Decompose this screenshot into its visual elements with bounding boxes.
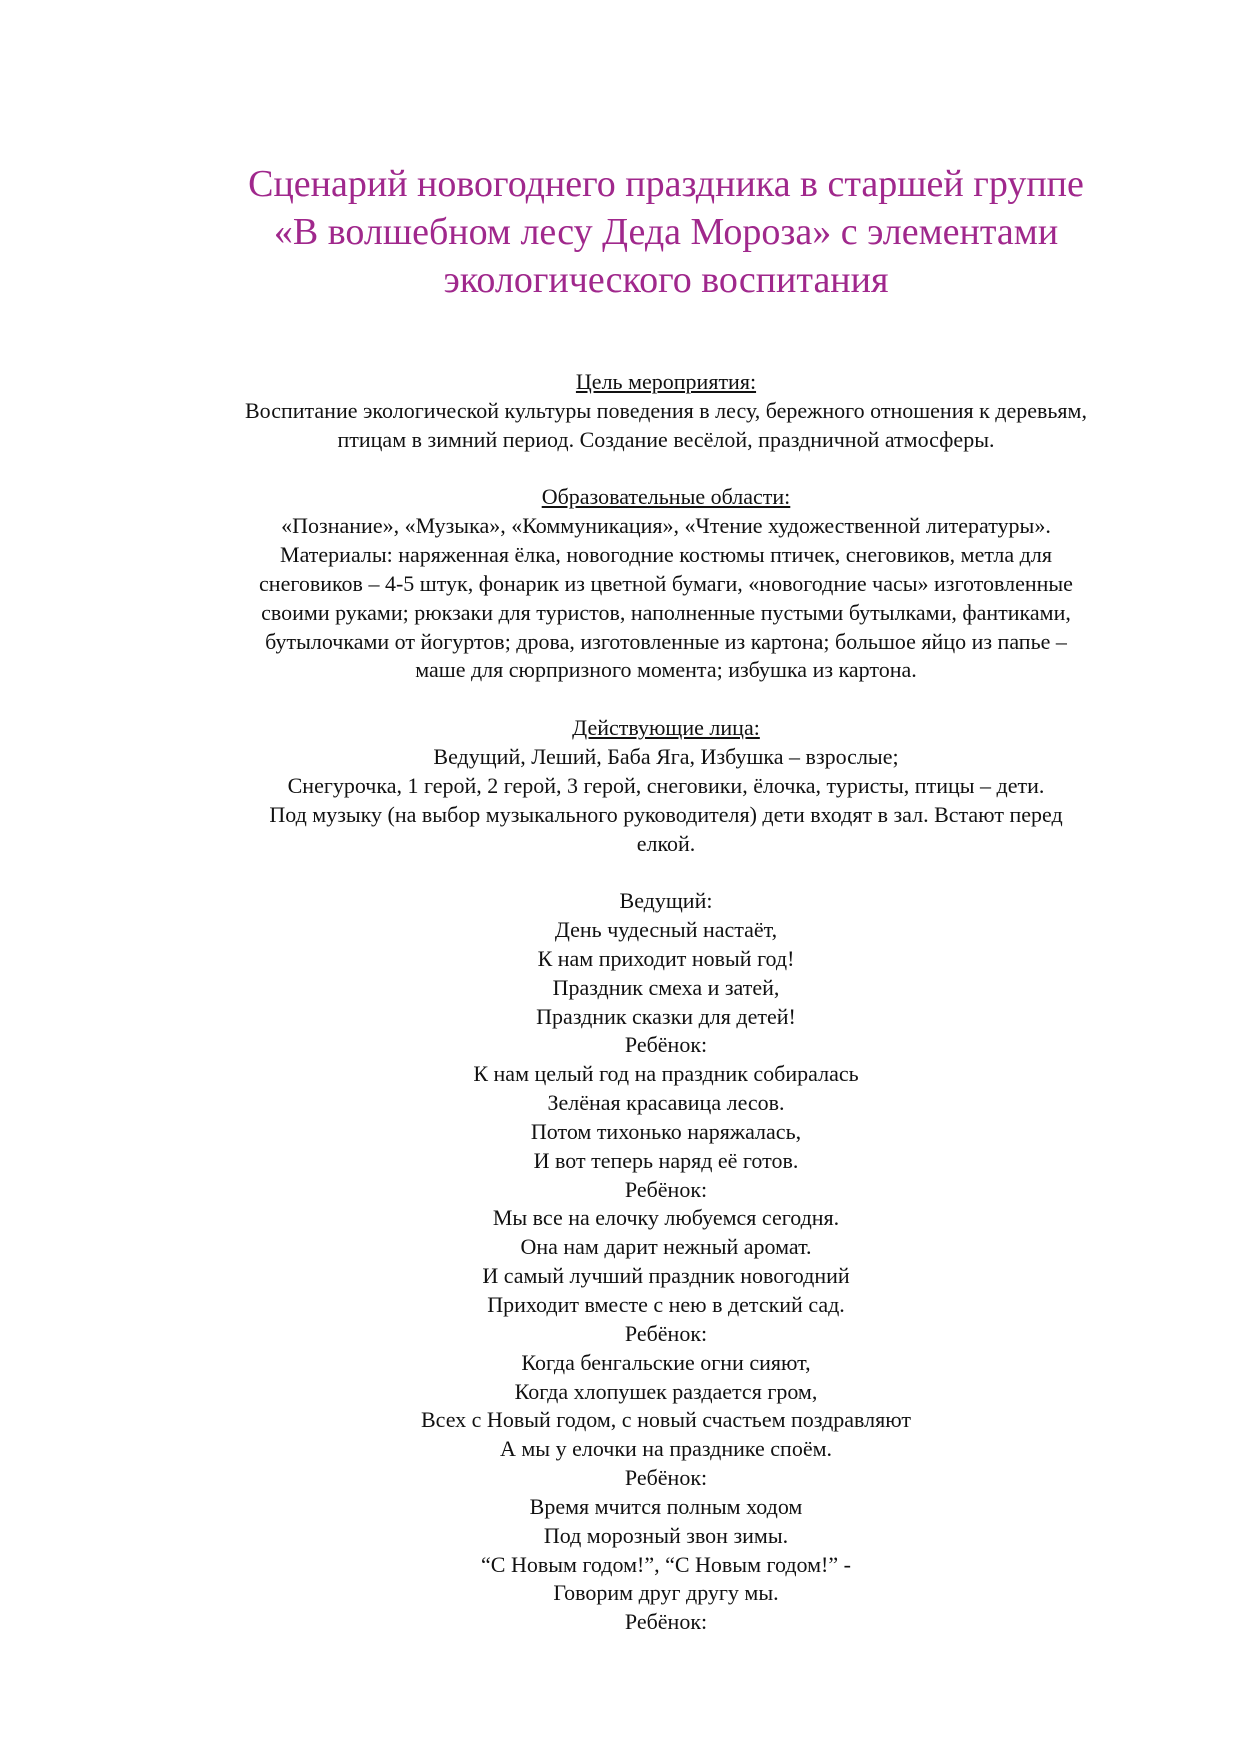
areas-heading: Образовательные области: — [541, 484, 791, 510]
script-line: Когда бенгальские огни сияют, — [521, 1349, 811, 1375]
script-line: Ребёнок: — [624, 1032, 708, 1058]
script-line: Ребёнок: — [624, 1465, 708, 1491]
areas-text-line: «Познание», «Музыка», «Коммуникация», «Чтение художественной литературы». — [281, 513, 1051, 539]
script-line: Всех с Новый годом, с новый счастьем поздравляют — [420, 1407, 912, 1433]
script-line: К нам приходит новый год! — [537, 945, 795, 971]
paragraph-gap — [140, 455, 1192, 484]
goal-text-line: птицам в зимний период. Создание весёлой, праздничной атмосферы. — [337, 426, 995, 452]
script-line: Говорим друг другу мы. — [553, 1580, 779, 1606]
characters-text-line: Снегурочка, 1 герой, 2 герой, 3 герой, снеговики, ёлочка, туристы, птицы – дети. — [287, 772, 1045, 798]
characters-text-line: Ведущий, Леший, Баба Яга, Избушка – взрослые; — [433, 743, 899, 769]
script-line: Ребёнок: — [624, 1320, 708, 1346]
areas-text-line: снеговиков – 4-5 штук, фонарик из цветной бумаги, «новогодние часы» изготовленные — [259, 570, 1073, 596]
areas-section — [140, 483, 1192, 685]
script-line: Ребёнок: — [624, 1609, 708, 1635]
script-line: Ребёнок: — [624, 1176, 708, 1202]
script-line: И вот теперь наряд её готов. — [533, 1147, 799, 1173]
script-line: Потом тихонько наряжалась, — [530, 1118, 802, 1144]
script-line: Под морозный звон зимы. — [543, 1522, 789, 1548]
areas-text-line: бутылочками от йогуртов; дрова, изготовленные из картона; большое яйцо из папье – — [265, 628, 1067, 654]
script-line: Зелёная красавица лесов. — [547, 1090, 785, 1116]
areas-text-line: своими руками; рюкзаки для туристов, наполненные пустыми бутылками, фантиками, — [261, 599, 1071, 625]
script-line: К нам целый год на праздник собиралась — [473, 1061, 859, 1087]
script-line: И самый лучший праздник новогодний — [482, 1263, 850, 1289]
document-title — [140, 160, 1192, 304]
document-body — [140, 368, 1192, 1637]
script-line: Время мчится полным ходом — [529, 1493, 803, 1519]
script-line: Она нам дарит нежный аромат. — [520, 1234, 812, 1260]
script-section — [140, 887, 1192, 1637]
script-line: “С Новым годом!”, “С Новым годом!” - — [481, 1551, 851, 1577]
goal-heading: Цель мероприятия: — [575, 369, 757, 394]
script-line: Ведущий: — [619, 888, 713, 914]
script-line: Приходит вместе с нею в детский сад. — [487, 1292, 845, 1317]
script-line: Мы все на елочку любуемся сегодня. — [492, 1205, 840, 1231]
areas-text-line: Материалы: наряженная ёлка, новогодние костюмы птичек, снеговиков, метла для — [280, 542, 1052, 568]
goal-text-line: Воспитание экологической культуры поведения в лесу, бережного отношения к деревьям, — [245, 397, 1087, 423]
script-line: Праздник сказки для детей! — [536, 1003, 796, 1029]
title-line: экологического воспитания — [443, 259, 889, 301]
paragraph-gap — [140, 858, 1192, 887]
characters-heading: Действующие лица: — [572, 715, 760, 741]
goal-section — [140, 368, 1192, 455]
title-line: Сценарий новогоднего праздника в старшей группе — [248, 163, 1084, 205]
characters-text-line: елкой. — [636, 830, 696, 856]
characters-section — [140, 714, 1192, 858]
script-line: Праздник смеха и затей, — [552, 974, 780, 1000]
paragraph-gap — [140, 685, 1192, 714]
script-line: Когда хлопушек раздается гром, — [514, 1378, 818, 1404]
title-line: «В волшебном лесу Деда Мороза» с элементами — [273, 211, 1059, 253]
characters-text-line: Под музыку (на выбор музыкального руководителя) дети входят в зал. Встают перед — [269, 801, 1063, 827]
script-line: А мы у елочки на празднике споём. — [499, 1436, 833, 1462]
script-line: День чудесный настаёт, — [554, 917, 778, 943]
areas-text-line: маше для сюрпризного момента; избушка из картона. — [415, 657, 917, 683]
